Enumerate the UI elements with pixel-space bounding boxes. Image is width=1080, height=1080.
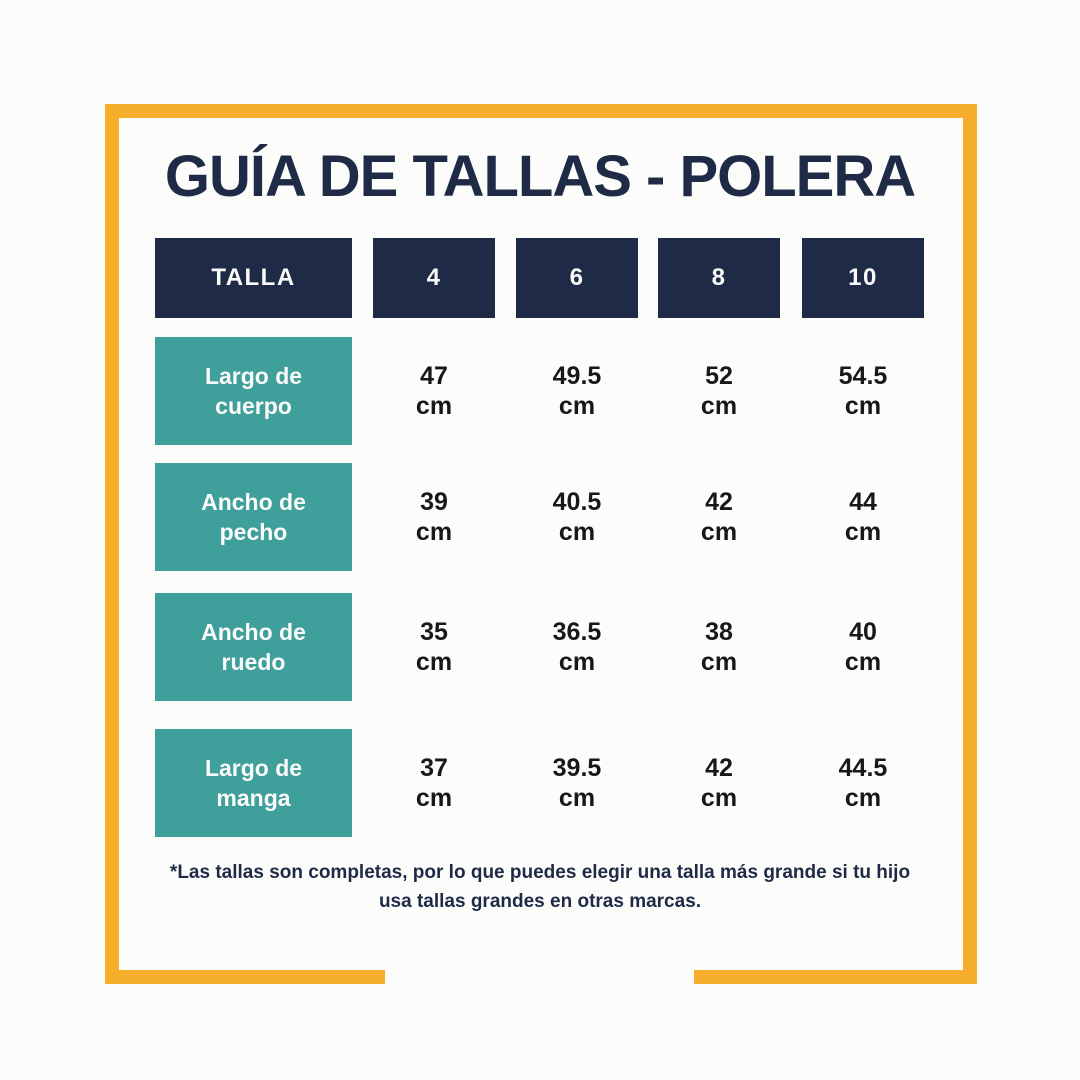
value-number: 49.5	[552, 362, 602, 390]
table-row	[0, 593, 1080, 701]
value-unit: cm	[415, 784, 453, 812]
value-cell	[802, 337, 924, 445]
footnote	[0, 858, 1080, 916]
value-number: 40.5	[552, 488, 602, 516]
value-unit: cm	[558, 648, 596, 676]
value-number: 39.5	[552, 754, 602, 782]
header-cell-size-6: 6	[516, 238, 638, 318]
value-unit: cm	[844, 648, 882, 676]
value-cell	[373, 337, 495, 445]
row-label-largo-cuerpo	[155, 337, 352, 445]
value-number: 52	[705, 362, 733, 390]
value-number: 42	[705, 754, 733, 782]
value-unit: cm	[415, 392, 453, 420]
value-number: 40	[849, 618, 877, 646]
value-unit: cm	[700, 784, 738, 812]
value-unit: cm	[415, 648, 453, 676]
frame-border-bottom-left	[105, 970, 385, 984]
row-label-text: Largo de cuerpo	[204, 363, 303, 419]
footnote-line-1: *Las tallas son completas, por lo que puedes elegir una talla más grande si tu hijo	[169, 862, 911, 883]
value-cell	[658, 337, 780, 445]
value-unit: cm	[700, 648, 738, 676]
table-row	[0, 337, 1080, 445]
value-number: 54.5	[838, 362, 888, 390]
value-unit: cm	[558, 518, 596, 546]
value-unit: cm	[558, 784, 596, 812]
value-unit: cm	[700, 392, 738, 420]
footnote-line-2: usa tallas grandes en otras marcas.	[378, 891, 702, 912]
table-header-row	[0, 238, 1080, 318]
value-number: 37	[420, 754, 448, 782]
value-cell	[516, 593, 638, 701]
table-row	[0, 729, 1080, 837]
value-number: 44.5	[838, 754, 888, 782]
header-cell-size-8: 8	[658, 238, 780, 318]
value-unit: cm	[844, 784, 882, 812]
frame-border-top	[105, 104, 977, 118]
value-number: 36.5	[552, 618, 602, 646]
value-unit: cm	[844, 518, 882, 546]
value-cell	[802, 593, 924, 701]
page-title: GUÍA DE TALLAS - POLERA	[164, 144, 916, 209]
value-cell	[373, 729, 495, 837]
value-number: 47	[420, 362, 448, 390]
value-cell	[802, 729, 924, 837]
value-cell	[373, 463, 495, 571]
value-cell	[516, 337, 638, 445]
header-cell-talla: TALLA	[155, 238, 352, 318]
header-cell-size-4: 4	[373, 238, 495, 318]
value-unit: cm	[415, 518, 453, 546]
value-number: 39	[420, 488, 448, 516]
value-cell	[516, 729, 638, 837]
value-number: 42	[705, 488, 733, 516]
row-label-text: Ancho de ruedo	[201, 619, 306, 675]
row-label-ancho-pecho	[155, 463, 352, 571]
header-cell-size-10: 10	[802, 238, 924, 318]
value-number: 35	[420, 618, 448, 646]
row-label-largo-manga	[155, 729, 352, 837]
value-cell	[802, 463, 924, 571]
value-cell	[658, 593, 780, 701]
value-unit: cm	[844, 392, 882, 420]
value-cell	[658, 463, 780, 571]
row-label-ancho-ruedo	[155, 593, 352, 701]
value-cell	[373, 593, 495, 701]
value-unit: cm	[558, 392, 596, 420]
value-cell	[516, 463, 638, 571]
table-row	[0, 463, 1080, 571]
value-number: 44	[849, 488, 877, 516]
value-number: 38	[705, 618, 733, 646]
value-unit: cm	[700, 518, 738, 546]
row-label-text: Ancho de pecho	[201, 489, 306, 545]
value-cell	[658, 729, 780, 837]
frame-border-bottom-right	[694, 970, 977, 984]
row-label-text: Largo de manga	[204, 755, 303, 811]
